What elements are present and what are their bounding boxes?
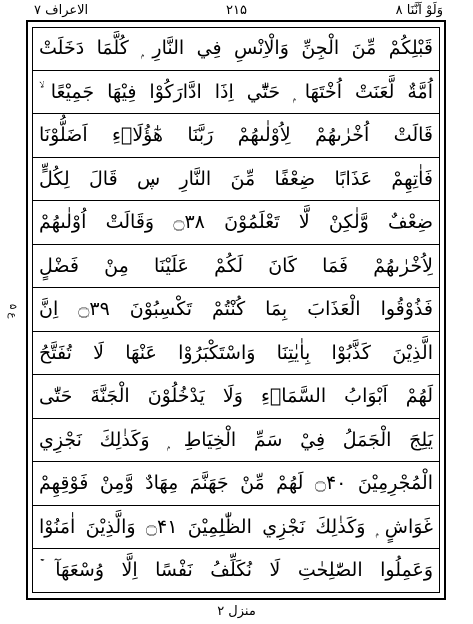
verse-line: الَّذِيْنَ كَذَّبُوْا بِاٰيٰتِنَا وَاسْتَكْبَرُوْا عَنْهَا لَا تُفَتَّحُ [32, 332, 440, 376]
verse-line: لِاُخْرٰىهُمْ فَمَا كَانَ لَكُمْ عَلَيْنَا مِنْ فَضْلٍ [32, 245, 440, 289]
verse-line: لَهُمْ اَبْوَابُ السَّمَاۗءِ وَلَا يَدْخُلُوْنَ الْجَنَّةَ حَتّٰى [32, 375, 440, 419]
verse-line: غَوَاشٍ ۭ وَكَذٰلِكَ نَجْزِي الظّٰلِمِيْنَ ۝۴۱ وَالَّذِيْنَ اٰمَنُوْا [32, 506, 440, 550]
verse-line: وَعَمِلُوا الصّٰلِحٰتِ لَا نُكَلِّفُ نَفْسًا اِلَّا وُسْعَهَآ ۡ [39, 559, 433, 581]
verse-line: فَاٰتِهِمْ عَذَابًا ضِعْفًا مِّنَ النَّارِ ڛ قَالَ لِكُلٍّ [32, 158, 440, 202]
verse-line: قَبْلِكُمْ مِّنَ الْجِنِّ وَالْاِنْسِ فِي النَّارِ ۭ كُلَّمَا دَخَلَتْ [32, 27, 440, 71]
manzil-label: منزل ۲ [217, 604, 256, 619]
verse-line: فَذُوْقُوا الْعَذَابَ بِمَا كُنْتُمْ تَكْسِبُوْنَ ۝۳۹ اِنَّ [32, 288, 440, 332]
verse-line: يَلِجَ الْجَمَلُ فِيْ سَمِّ الْخِيَاطِ ۭ وَكَذٰلِكَ نَجْزِي [32, 419, 440, 463]
verse-block [32, 27, 440, 593]
verse-line: ضِعْفٌ وَّلٰكِنْ لَّا تَعْلَمُوْنَ ۝۳۸ وَقَالَتْ اُوْلٰىهُمْ [32, 201, 440, 245]
verse-line: اُمَّةٌ لَّعَنَتْ اُخْتَهَا ۭ حَتّٰٓي اِذَا ادَّارَكُوْا فِيْهَا جَمِيْعًا ۙ [32, 71, 440, 115]
page-number: ۲۱۵ [226, 3, 247, 18]
verse-line: الْمُجْرِمِيْنَ ۝۴۰ لَهُمْ مِّنْ جَهَنَّمَ مِهَادٌ وَّمِنْ فَوْقِهِمْ [32, 462, 440, 506]
juz-title: وَلَوْ اَنَّنَا ۸ [395, 3, 443, 18]
verse-line: قَالَتْ اُخْرٰىهُمْ لِاُوْلٰىهُمْ رَبَّنَا هٰٓؤُلَاۗءِ اَضَلُّوْنَا [32, 114, 440, 158]
surah-title: الاعراف ۷ [34, 3, 89, 18]
ruku-marker: ع ۵ [7, 303, 18, 319]
